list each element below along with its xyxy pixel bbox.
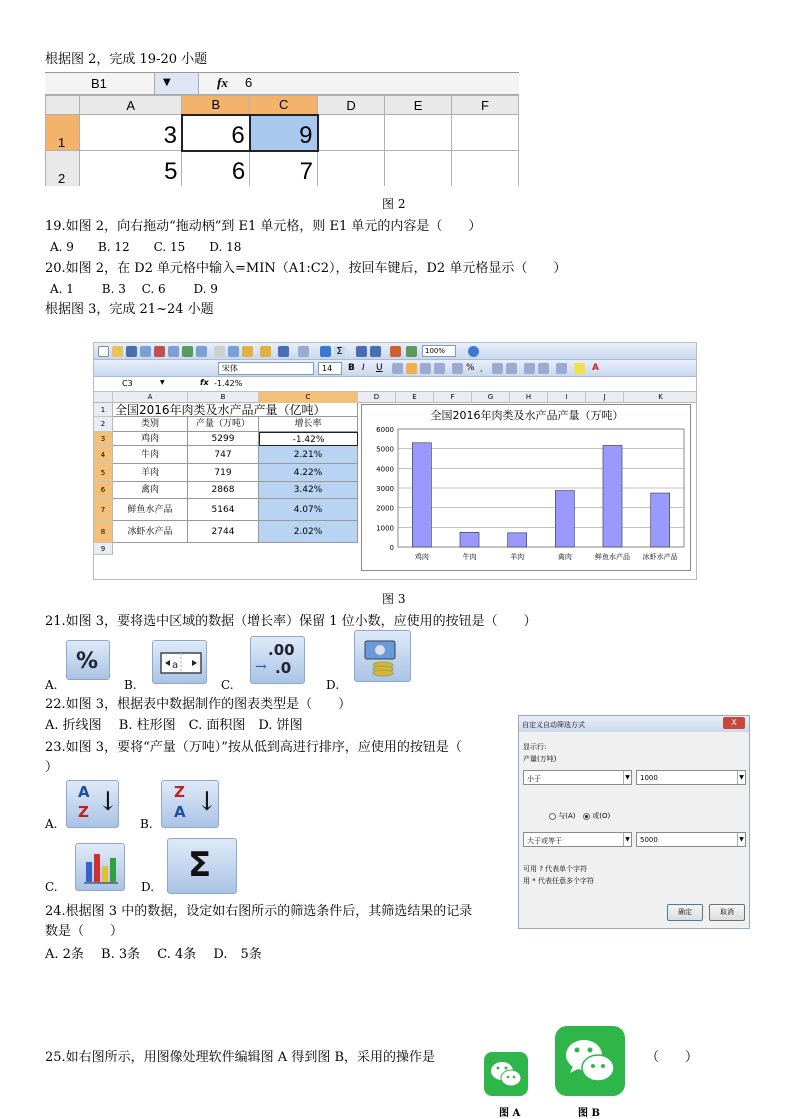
fig3-col-e[interactable]: E <box>396 392 434 403</box>
y-tick-label: 2000 <box>376 504 394 513</box>
help-icon[interactable] <box>468 346 479 357</box>
question-20: 20.如图 2，在 D2 单元格中输入=MIN（A1:C2），按回车键后，D2 单元格显示（ ） <box>45 261 567 276</box>
fig3-row-header[interactable]: 8 <box>94 521 113 543</box>
close-button[interactable]: X <box>723 717 745 729</box>
table-header-cell[interactable]: 类别 <box>113 417 188 432</box>
print-icon[interactable] <box>154 346 165 357</box>
fig3-row-header[interactable]: 5 <box>94 464 113 482</box>
table-cell[interactable]: 5299 <box>188 432 259 446</box>
format-painter-icon[interactable] <box>260 346 271 357</box>
align-left-icon[interactable] <box>392 363 403 374</box>
sort-desc-toolbar-icon[interactable] <box>370 346 381 357</box>
show-rows-label: 显示行: <box>523 743 547 751</box>
fig3-row-header[interactable]: 4 <box>94 446 113 464</box>
autosum-icon[interactable]: Σ <box>334 346 345 357</box>
font-size-box[interactable]: 14 <box>318 362 342 375</box>
cell-a2[interactable]: 5 <box>79 151 182 187</box>
bar <box>460 532 479 547</box>
q23-opt-a-label: A. <box>45 817 58 831</box>
font-color-icon[interactable]: A <box>592 363 599 373</box>
cut-icon[interactable] <box>214 346 225 357</box>
table-cell[interactable]: 719 <box>188 464 259 482</box>
intro-fig3: 根据图 3，完成 21~24 小题 <box>45 302 214 317</box>
standard-toolbar <box>94 343 697 360</box>
spelling-icon[interactable] <box>182 346 193 357</box>
bar <box>555 491 574 547</box>
increase-indent-icon[interactable] <box>538 363 549 374</box>
permission-icon[interactable] <box>140 346 151 357</box>
x-tick-label: 鲜鱼水产品 <box>595 553 630 561</box>
sort-ascending-icon[interactable]: A Z ↓ <box>66 780 119 828</box>
question-21: 21.如图 3，要将选中区域的数据（增长率）保留 1 位小数，应使用的按钮是（ ） <box>45 614 537 629</box>
radio-and[interactable]: 与(A) <box>549 811 576 821</box>
table-cell[interactable]: 鸡肉 <box>113 432 188 446</box>
y-tick-label: 1000 <box>376 524 394 533</box>
question-19: 19.如图 2，向右拖动“拖动柄”到 E1 单元格，则 E1 单元的内容是（ ） <box>45 219 482 234</box>
row-header-2[interactable]: 2 <box>46 151 80 187</box>
svg-text:a: a <box>172 660 179 671</box>
currency-toolbar-icon[interactable] <box>452 363 463 374</box>
chart-title: 全国2016年肉类及水产品产量（万吨） <box>430 409 624 422</box>
table-cell[interactable]: 747 <box>188 446 259 464</box>
radio-selected-icon <box>583 813 590 820</box>
question-24-line1: 24.根据图 3 中的数据，设定如右图所示的筛选条件后，其筛选结果的记录 <box>45 904 473 919</box>
new-icon[interactable] <box>98 346 109 357</box>
dialog-title: 自定义自动筛选方式 <box>519 716 749 732</box>
align-right-icon[interactable] <box>420 363 431 374</box>
chevron-down-icon: ▼ <box>623 833 631 846</box>
name-box[interactable]: B1 <box>45 73 155 94</box>
sort-descending-icon[interactable]: Z A ↓ <box>161 780 219 828</box>
table-cell[interactable]: 鲜鱼水产品 <box>113 499 188 521</box>
increase-decimal-toolbar-icon[interactable] <box>492 363 503 374</box>
bar <box>412 443 431 547</box>
zoom-box[interactable]: 100% <box>422 345 456 357</box>
col-header-b[interactable]: B <box>182 96 250 115</box>
table-cell[interactable]: 2744 <box>188 521 259 543</box>
fig2-grid <box>45 95 519 186</box>
fig3-column-headers <box>94 392 697 403</box>
merge-center-toolbar-icon[interactable] <box>434 363 445 374</box>
fig3-col-j[interactable]: J <box>586 392 624 403</box>
fig3-fx-icon[interactable]: fx <box>200 378 209 387</box>
x-tick-label: 羊肉 <box>510 553 525 561</box>
question-23-line2: ） <box>45 760 59 775</box>
cell-b2[interactable]: 6 <box>182 151 250 187</box>
cell-a1[interactable]: 3 <box>79 115 182 151</box>
fig3-caption: 图 3 <box>382 592 406 606</box>
question-22: 22.如图 3，根据表中数据制作的图表类型是（ ） <box>45 697 352 712</box>
row-header-1[interactable]: 1 <box>46 115 80 151</box>
fig3-row-header[interactable]: 3 <box>94 432 113 446</box>
drawing-icon[interactable] <box>406 346 417 357</box>
table-cell[interactable]: 2.21% <box>259 446 358 464</box>
table-cell[interactable]: 3.42% <box>259 482 358 499</box>
y-tick-label: 5000 <box>376 445 394 454</box>
fig3-row-header[interactable]: 1 <box>94 403 113 417</box>
field-label: 产量(万吨) <box>523 755 557 763</box>
fx-icon[interactable]: fx <box>217 75 228 90</box>
fig3-col-k[interactable]: K <box>624 392 697 403</box>
question-23-line1: 23.如图 3，要将“产量（万吨）”按从低到高进行排序，应使用的按钮是（ <box>45 740 462 755</box>
copy-icon[interactable] <box>228 346 239 357</box>
research-icon[interactable] <box>196 346 207 357</box>
cell-f1[interactable] <box>452 115 519 151</box>
chart-wizard-toolbar-icon[interactable] <box>390 346 401 357</box>
figure-2-spreadsheet <box>45 72 519 186</box>
bold-icon[interactable]: B <box>348 363 355 373</box>
x-tick-label: 牛肉 <box>462 553 477 561</box>
figure-3-spreadsheet <box>93 342 697 580</box>
q23-opt-d-label: D. <box>141 880 155 894</box>
fig-b-label: 图 B <box>578 1108 600 1119</box>
ok-button[interactable]: 确定 <box>667 904 703 921</box>
undo-icon[interactable] <box>278 346 289 357</box>
table-cell[interactable]: -1.42% <box>259 432 358 446</box>
cell-c2[interactable]: 7 <box>250 151 318 187</box>
borders-icon[interactable] <box>556 363 567 374</box>
fig3-col-h[interactable]: H <box>510 392 548 403</box>
bar-chart[interactable] <box>361 404 691 571</box>
hyperlink-icon[interactable] <box>320 346 331 357</box>
table-cell[interactable]: 牛肉 <box>113 446 188 464</box>
cell-e1[interactable] <box>385 115 452 151</box>
cell-f2[interactable] <box>452 151 519 187</box>
col-header-d[interactable]: D <box>318 96 385 115</box>
chevron-down-icon: ▼ <box>623 771 631 784</box>
cell-e2[interactable] <box>385 151 452 187</box>
table-cell[interactable]: 5164 <box>188 499 259 521</box>
fig3-name-box[interactable]: C3 <box>122 379 133 388</box>
chevron-down-icon: ▼ <box>737 771 745 784</box>
y-tick-label: 6000 <box>376 426 394 434</box>
question-25: 25.如右图所示，用图像处理软件编辑图 A 得到图 B，采用的操作是 <box>45 1050 436 1065</box>
chart-wizard-icon[interactable] <box>75 843 125 891</box>
percent-toolbar-icon[interactable]: % <box>466 363 475 373</box>
chevron-down-icon: ▼ <box>737 833 745 846</box>
q23-opt-c-label: C. <box>45 880 58 894</box>
col-header-e[interactable]: E <box>385 96 452 115</box>
question-24-options: A. 2条 B. 3条 C. 4条 D. 5条 <box>45 947 262 962</box>
radio-icon <box>549 813 556 820</box>
fig-a-label: 图 A <box>499 1108 521 1119</box>
merge-center-icon[interactable] <box>152 640 207 684</box>
fig3-formula-value[interactable]: -1.42% <box>214 379 243 388</box>
y-tick-label: 0 <box>389 544 394 552</box>
table-cell[interactable]: 冰虾水产品 <box>113 521 188 543</box>
table-cell[interactable]: 羊肉 <box>113 464 188 482</box>
operator-2-select[interactable]: 大于或等于 ▼ <box>523 832 632 847</box>
currency-style-icon[interactable] <box>354 630 411 682</box>
cell-d2[interactable] <box>318 151 385 187</box>
wechat-logo-a <box>484 1052 528 1096</box>
paste-icon[interactable] <box>242 346 253 357</box>
table-cell[interactable]: 2.02% <box>259 521 358 543</box>
bar <box>508 533 527 547</box>
sum-icon[interactable]: Σ <box>167 838 237 894</box>
radio-or[interactable]: 或(O) <box>583 811 610 821</box>
table-header-cell[interactable]: 产量（万吨） <box>188 417 259 432</box>
fill-color-icon[interactable] <box>574 363 585 374</box>
name-box-dropdown-icon[interactable]: ▼ <box>155 73 199 94</box>
hint-2: 用 * 代表任意多个字符 <box>523 877 594 885</box>
hint-1: 可用 ? 代表单个字符 <box>523 865 588 873</box>
value-1-select[interactable]: 1000 ▼ <box>636 770 746 785</box>
cancel-button[interactable]: 取消 <box>709 904 745 921</box>
redo-icon[interactable] <box>298 346 309 357</box>
q21-opt-b-label: B. <box>124 678 137 692</box>
sort-asc-toolbar-icon[interactable] <box>356 346 367 357</box>
col-header-c[interactable]: C <box>250 96 318 115</box>
question-20-options: A. 1 B. 3 C. 6 D. 9 <box>50 282 218 296</box>
cell-c1[interactable]: 9 <box>250 115 318 151</box>
fig3-col-i[interactable]: I <box>548 392 586 403</box>
fig3-row-header[interactable]: 2 <box>94 417 113 432</box>
fig3-col-d[interactable]: D <box>358 392 396 403</box>
fig3-col-a[interactable]: A <box>113 392 188 403</box>
bar-chart-svg <box>362 405 692 572</box>
q21-opt-a-label: A. <box>45 678 58 692</box>
italic-icon[interactable]: I <box>362 363 365 373</box>
question-22-options: A. 折线图 B. 柱形图 C. 面积图 D. 饼图 <box>45 718 303 733</box>
q23-opt-b-label: B. <box>140 817 153 831</box>
table-header-cell[interactable]: 增长率 <box>259 417 358 432</box>
formula-bar <box>45 73 519 95</box>
x-tick-label: 禽肉 <box>557 553 572 561</box>
y-tick-label: 4000 <box>376 465 394 474</box>
intro-fig2: 根据图 2，完成 19-20 小题 <box>45 52 208 67</box>
fig3-row-header[interactable]: 6 <box>94 482 113 499</box>
operator-1-select[interactable]: 小于 ▼ <box>523 770 632 785</box>
fig3-formula-bar <box>94 378 697 392</box>
fig3-col-f[interactable]: F <box>434 392 472 403</box>
fig2-caption: 图 2 <box>382 197 406 211</box>
font-name-box[interactable]: 宋体 <box>218 362 314 375</box>
formula-value[interactable]: 6 <box>245 75 253 90</box>
wechat-logo-b <box>555 1026 625 1096</box>
increase-decimal-icon[interactable]: .00 → .0 <box>250 636 305 684</box>
align-center-icon[interactable] <box>406 363 417 374</box>
x-tick-label: 鸡肉 <box>414 553 429 561</box>
cell-d1[interactable] <box>318 115 385 151</box>
fig3-row-header[interactable]: 7 <box>94 499 113 521</box>
comma-toolbar-icon[interactable]: , <box>480 364 483 373</box>
open-icon[interactable] <box>112 346 123 357</box>
y-tick-label: 3000 <box>376 485 394 493</box>
question-19-options: A. 9 B. 12 C. 15 D. 18 <box>50 240 242 254</box>
formatting-toolbar <box>94 360 697 377</box>
decrease-indent-icon[interactable] <box>524 363 535 374</box>
fig3-row-header[interactable]: 9 <box>94 543 113 555</box>
table-cell[interactable]: 2868 <box>188 482 259 499</box>
save-icon[interactable] <box>126 346 137 357</box>
value-2-select[interactable]: 5000 ▼ <box>636 832 746 847</box>
cell-b1[interactable]: 6 <box>182 115 250 151</box>
fig3-name-dropdown-icon[interactable]: ▼ <box>160 379 165 386</box>
custom-autofilter-dialog <box>518 715 750 929</box>
question-25-blank: （ ） <box>646 1050 699 1065</box>
fig3-col-b[interactable]: B <box>188 392 259 403</box>
fig3-col-g[interactable]: G <box>472 392 510 403</box>
bar <box>603 445 622 547</box>
fig3-col-c[interactable]: C <box>259 392 358 403</box>
col-header-a[interactable]: A <box>79 96 182 115</box>
x-tick-label: 冰虾水产品 <box>642 553 678 561</box>
bar <box>651 493 670 547</box>
col-header-f[interactable]: F <box>452 96 519 115</box>
q21-opt-c-label: C. <box>221 678 234 692</box>
table-cell[interactable]: 4.07% <box>259 499 358 521</box>
percent-style-icon[interactable]: % <box>66 640 110 680</box>
table-cell[interactable]: 4.22% <box>259 464 358 482</box>
question-24-line2: 数是（ ） <box>45 924 124 939</box>
print-preview-icon[interactable] <box>168 346 179 357</box>
table-title[interactable]: 全国2016年肉类及水产品产量（亿吨） <box>113 403 358 417</box>
table-cell[interactable]: 禽肉 <box>113 482 188 499</box>
q21-opt-d-label: D. <box>326 678 340 692</box>
decrease-decimal-toolbar-icon[interactable] <box>506 363 517 374</box>
underline-icon[interactable]: U <box>376 363 383 373</box>
